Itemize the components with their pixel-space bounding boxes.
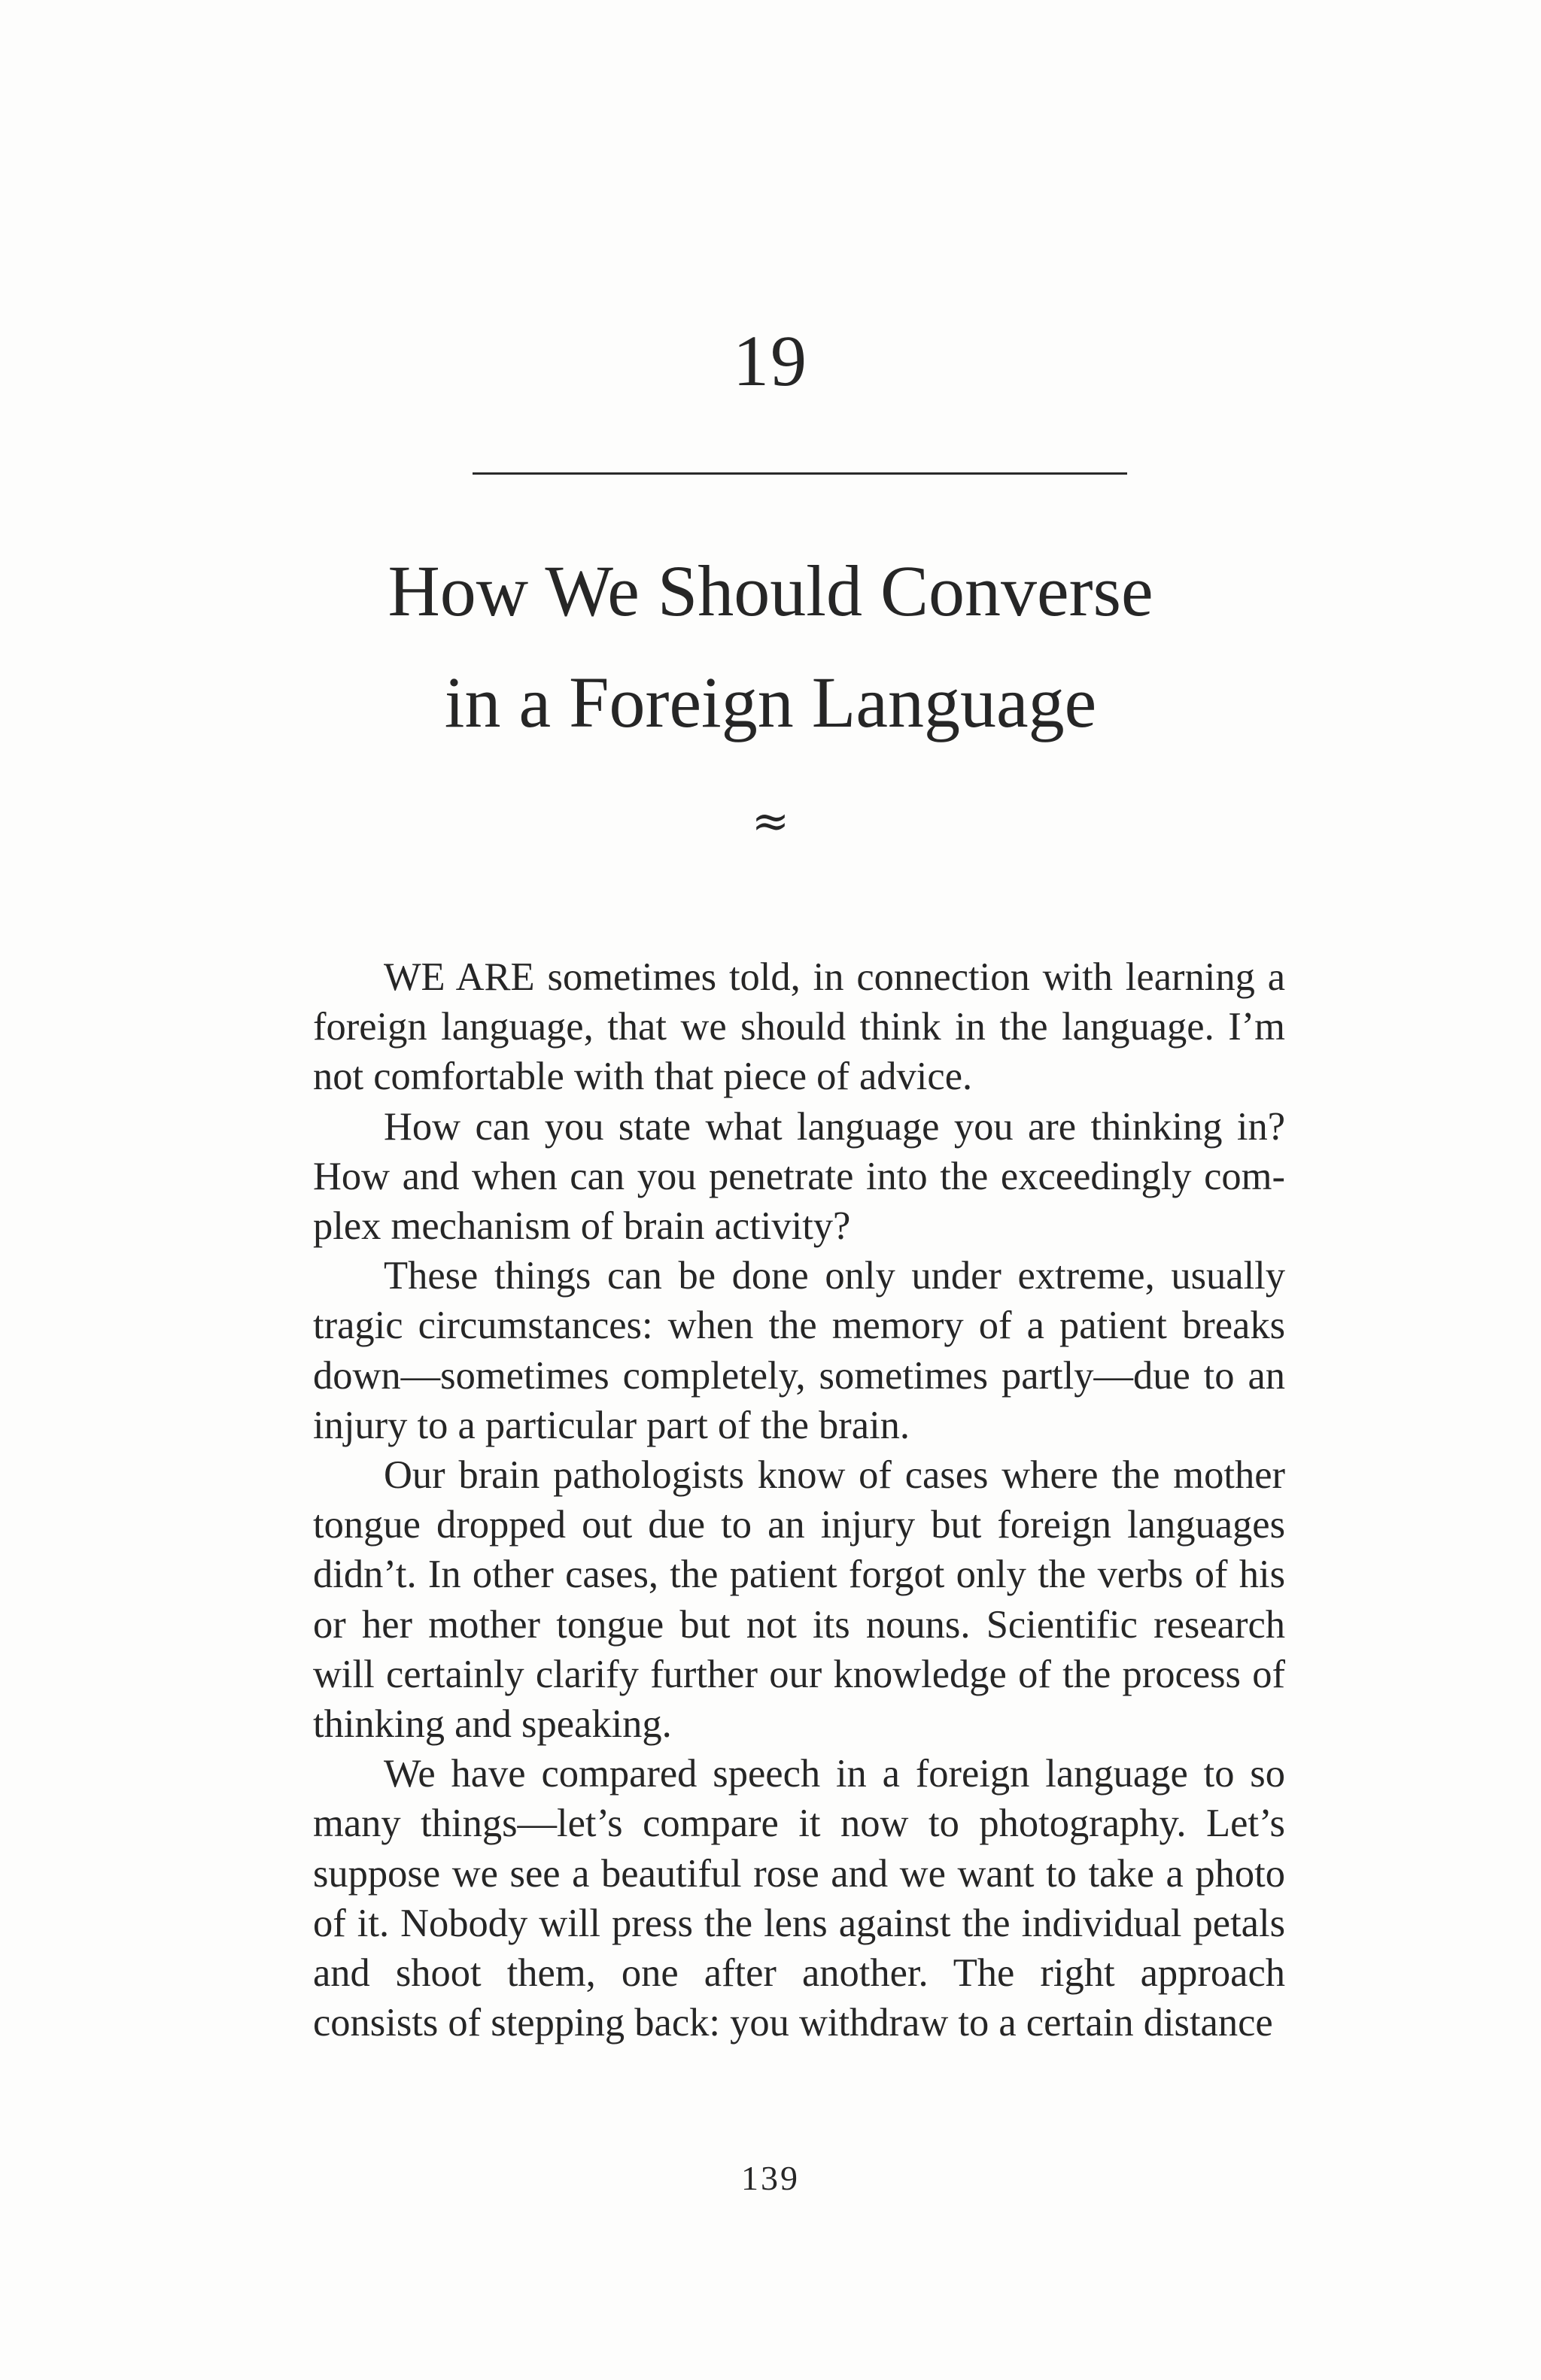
section-ornament: ≈ <box>751 795 790 848</box>
paragraph-5: We have compared speech in a foreign language to so many things—let’s compare it now to photography. Let’s suppose we see a beautiful rose and we want to take a photo of it. Nobody will press the lens against the individual petals and shoot them, one after another. The right approach consists of stepping back: you withdraw to a certain distance <box>313 1752 1285 2045</box>
chapter-title-line-2: in a Foreign Language <box>444 662 1097 742</box>
chapter-title-line-1: How We Should Converse <box>388 551 1153 631</box>
chapter-number: 19 <box>733 320 808 401</box>
page-number: 139 <box>741 2159 800 2197</box>
paragraph-2: How can you state what language you are thinking in? How and when can you penetrate into the exceedingly complex mechanism of brain activity? <box>313 1104 1285 1249</box>
chapter-body <box>313 952 1285 2048</box>
paragraph-1 <box>313 952 1285 1102</box>
chapter-rule <box>473 472 1127 475</box>
paragraph-lead: WE ARE <box>384 955 535 999</box>
paragraph-3: These things can be done only under extreme, usually tragic circumstances: when the memory of a patient breaks down—sometimes completely, sometimes partly—due to an injury to a particular part of the brain. <box>313 1254 1285 1447</box>
paragraph-4: Our brain pathologists know of cases where the mother tongue dropped out due to an injury but foreign languages didn’t. In other cases, the patient forgot only the verbs of his or her mother tongue but not its nouns. Scientific research will certainly clarify further our knowledge of the process of thinking and speaking. <box>313 1453 1285 1747</box>
chapter-title <box>0 536 1541 758</box>
paragraph-text: sometimes told, in connection with learning a foreign language, that we should think in the language. I’m not comfortable with that piece of advice. <box>313 955 1286 1099</box>
